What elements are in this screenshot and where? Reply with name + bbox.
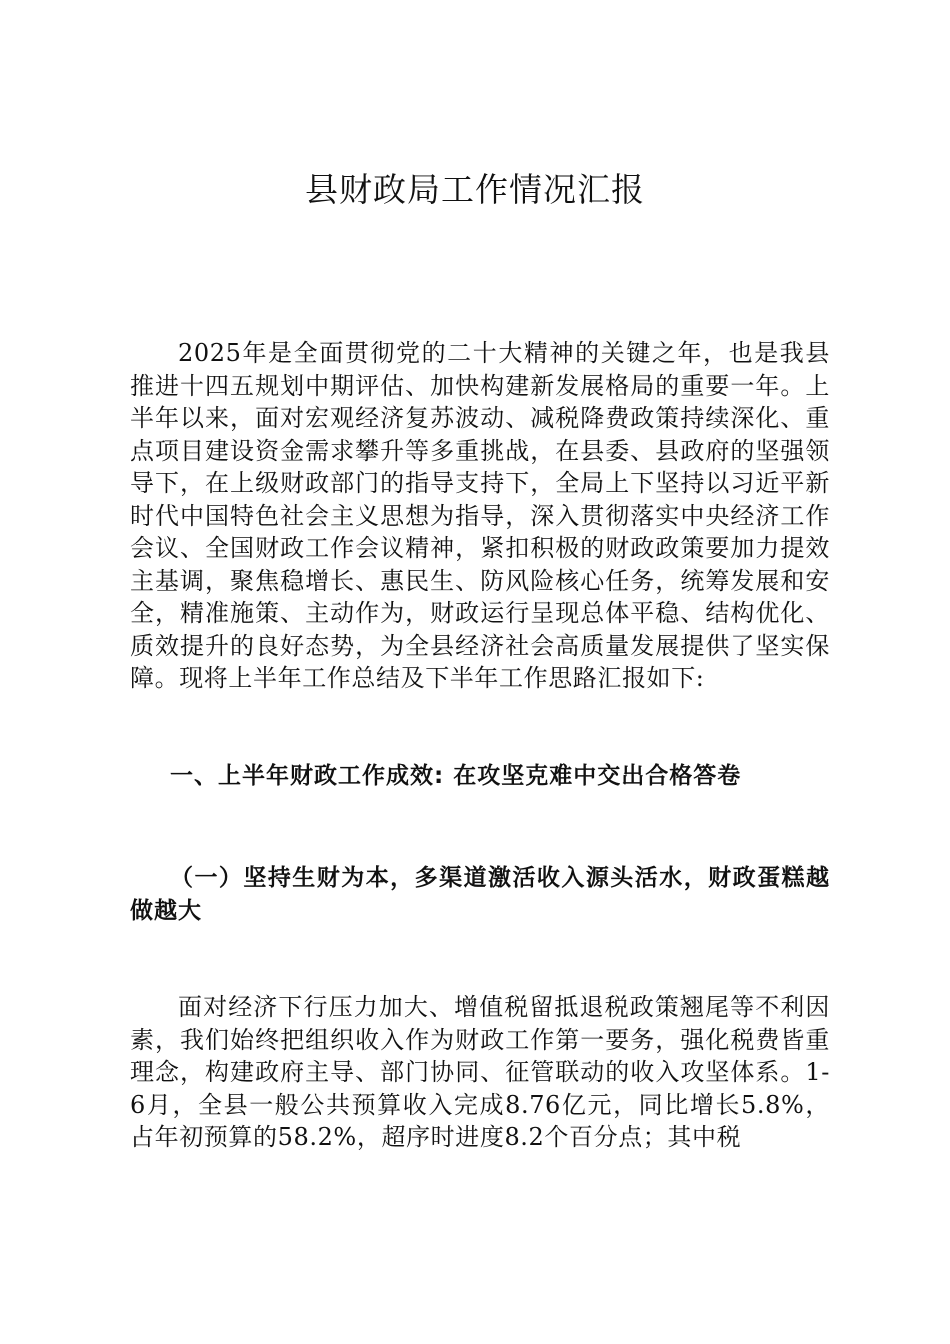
document-title: 县财政局工作情况汇报 <box>305 170 645 209</box>
section-heading-1: 一、上半年财政工作成效: 在攻坚克难中交出合格答卷 <box>170 763 742 789</box>
subsection-heading-1: （一）坚持生财为本，多渠道激活收入源头活水，财政蛋糕越做越大 <box>130 865 830 924</box>
intro-paragraph: 2025年是全面贯彻党的二十大精神的关键之年，也是我县推进十四五规划中期评估、加快构建新发展格局的重要一年。上半年以来，面对宏观经济复苏波动、减税降费政策持续深化、重点项目建设资金需求攀升等多重挑战，在县委、县政府的坚强领导下，在上级财政部门的指导支持下，全局上下坚持以习近平新时代中国特色社会主义思想为指导，深入贯彻落实中央经济工作会议、全国财政工作会议精神，紧扣积极的财政政策要加力提效主基调，聚焦稳增长、惠民生、防风险核心任务，统筹发展和安全，精准施策、主动作为，财政运行呈现总体平稳、结构优化、质效提升的良好态势，为全县经济社会高质量发展提供了坚实保障。现将上半年工作总结及下半年工作思路汇报如下: <box>130 339 830 692</box>
subsection-paragraph-1: 面对经济下行压力加大、增值税留抵退税政策翘尾等不利因素，我们始终把组织收入作为财政工作第一要务，强化税费皆重理念，构建政府主导、部门协同、征管联动的收入攻坚体系。1-6月，全县一般公共预算收入完成8.76亿元，同比增长5.8%，占年初预算的58.2%，超序时进度8.2个百分点；其中税 <box>130 993 830 1151</box>
